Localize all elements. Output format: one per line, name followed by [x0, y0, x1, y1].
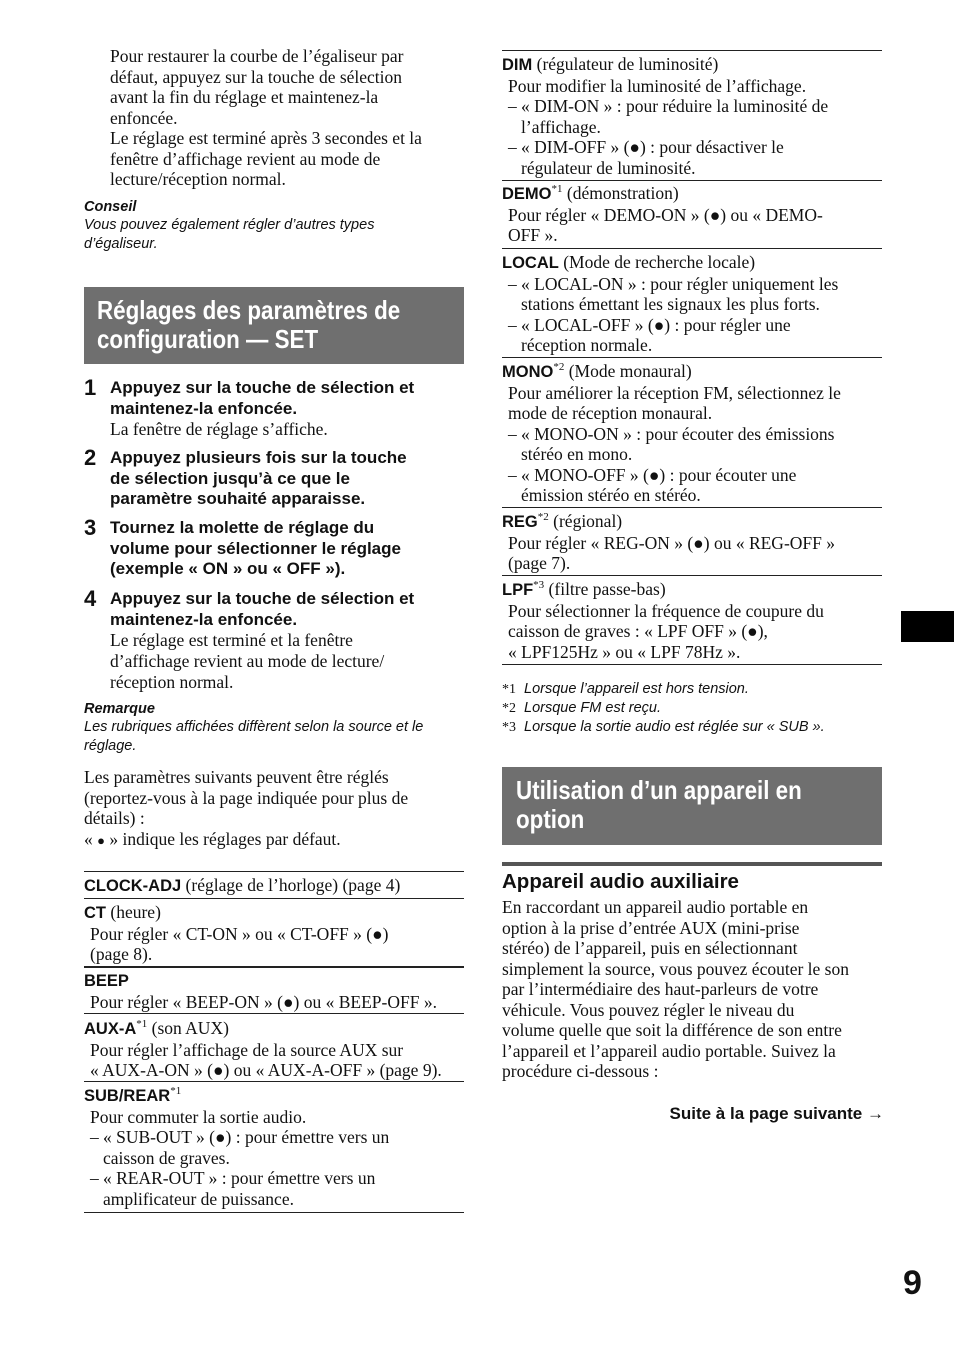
continue-label: Suite à la page suivante — [669, 1104, 863, 1123]
step-number: 4 — [84, 586, 97, 611]
step-line: paramètre souhaité apparaisse. — [110, 489, 366, 508]
entry-line: mode de réception monaural. — [508, 403, 713, 423]
entry-note: (son AUX) — [147, 1018, 229, 1038]
entry-line: Pour commuter la sortie audio. — [90, 1106, 307, 1127]
section-banner-set — [84, 287, 464, 364]
entry-key: CLOCK-ADJ — [84, 877, 182, 895]
text-line: Les paramètres suivants peuvent être réglés — [84, 767, 389, 787]
remark-block — [84, 700, 469, 755]
page-number: 9 — [903, 1264, 922, 1302]
step-line: de sélection jusqu’à ce que le — [110, 468, 350, 488]
divider — [502, 180, 882, 181]
divider — [502, 664, 882, 665]
divider — [84, 1013, 464, 1014]
params-paragraph — [84, 767, 469, 851]
step-4 — [84, 586, 464, 693]
step-line: maintenez-la enfoncée. — [110, 609, 298, 629]
section-banner-option — [502, 767, 882, 845]
divider — [84, 966, 464, 968]
entry-line: Pour régler « BEEP-ON » (●) ou « BEEP-OFF ». — [90, 991, 437, 1012]
step-line: maintenez-la enfoncée. — [110, 398, 298, 418]
text-line: (reportez-vous à la page indiquée pour plus de — [84, 787, 409, 808]
entry-aux-a — [84, 1018, 469, 1081]
entry-note: (heure) — [106, 902, 161, 922]
entry-key: AUX-A — [84, 1020, 137, 1038]
entry-dim — [502, 54, 887, 178]
entry-ct — [84, 902, 469, 965]
entry-lpf — [502, 579, 887, 662]
remark-line: réglage. — [84, 737, 137, 754]
entry-note: (démonstration) — [562, 183, 679, 203]
step-line: (exemple « ON » ou « OFF »). — [110, 559, 346, 578]
footnote: *2 Lorsque FM est reçu. — [502, 700, 661, 716]
entry-key: BEEP — [84, 972, 129, 990]
footnote-ref: *2 — [537, 511, 549, 524]
text-line: Le réglage est terminé après 3 secondes et la — [110, 128, 422, 148]
entry-key: LOCAL — [502, 254, 559, 272]
divider — [502, 248, 882, 249]
text-line: par l’intermédiaire des haut-parleurs de votre — [502, 979, 819, 999]
step-line: volume pour sélectionner le réglage — [110, 538, 401, 558]
entry-line: caisson de graves : « LPF OFF » (●), — [508, 621, 768, 641]
entry-mono — [502, 361, 887, 506]
text-line: Pour restaurer la courbe de l’égaliseur par — [110, 46, 404, 66]
divider — [502, 50, 882, 51]
subheading-aux: Appareil audio auxiliaire — [502, 870, 739, 893]
banner-line: Utilisation d’un appareil en — [516, 775, 802, 805]
text-line: fenêtre d’affichage revient au mode de — [110, 148, 381, 169]
tip-line: d’égaliseur. — [84, 235, 158, 252]
entry-key: LPF — [502, 581, 534, 599]
entry-line: Pour régler « REG-ON » (●) ou « REG-OFF » — [508, 532, 835, 553]
section-tab-marker — [901, 611, 954, 642]
entry-note: (réglage de l’horloge) (page 4) — [181, 875, 401, 895]
step-number: 3 — [84, 515, 97, 540]
step-detail: La fenêtre de réglage s’affiche. — [110, 419, 328, 439]
step-line: Tournez la molette de réglage du — [110, 518, 375, 537]
intro-paragraph — [110, 46, 470, 190]
entry-key: SUB/REAR — [84, 1087, 171, 1105]
dash-item: – « SUB-OUT » (●) : pour émettre vers un caisson de graves. — [90, 1127, 390, 1168]
entry-clock-adj — [84, 875, 469, 897]
dash-item: – « LOCAL-ON » : pour régler uniquement les stations émettant les signaux les plus forts. — [508, 273, 839, 314]
entry-line: « LPF125Hz » ou « LPF 78Hz ». — [508, 641, 741, 662]
text-line: avant la fin du réglage et maintenez-la — [110, 87, 379, 107]
entry-note: (Mode de recherche locale) — [558, 252, 756, 272]
footnote-ref: *1 — [136, 1018, 148, 1031]
tip-line: Vous pouvez également régler d’autres types — [84, 217, 375, 233]
entry-key: MONO — [502, 363, 554, 381]
text-line: volume quelle que soit la différence de son entre — [502, 1020, 842, 1040]
text-line: l’appareil et l’appareil audio portable. Suivez la — [502, 1040, 836, 1061]
entry-line: Pour régler « DEMO-ON » (●) ou « DEMO- — [508, 204, 823, 225]
banner-line: configuration — SET — [97, 324, 319, 354]
footnote-ref: *1 — [170, 1085, 182, 1098]
dash-item: – « MONO-OFF » (●) : pour écouter une émission stéréo en stéréo. — [508, 464, 797, 505]
step-number: 1 — [84, 375, 97, 400]
footnote: *1 Lorsque l’appareil est hors tension. — [502, 681, 749, 697]
divider — [84, 1081, 464, 1082]
footnote-ref: *3 — [533, 579, 545, 592]
arrow-right-icon: → — [867, 1104, 884, 1123]
dash-item: – « DIM-ON » : pour réduire la luminosité de l’affichage. — [508, 96, 829, 137]
entry-line: Pour régler « CT-ON » ou « CT-OFF » (●) — [90, 923, 389, 944]
continue-link[interactable] — [636, 1104, 884, 1124]
entry-local — [502, 252, 887, 356]
dash-item: – « LOCAL-OFF » (●) : pour régler une réception normale. — [508, 314, 791, 355]
divider — [84, 898, 464, 899]
step-detail: Le réglage est terminé et la fenêtre — [110, 630, 353, 650]
banner-line: Réglages des paramètres de — [97, 295, 401, 325]
entry-line: Pour améliorer la réception FM, sélectionnez le — [508, 382, 841, 403]
divider — [502, 575, 882, 576]
step-line: Appuyez plusieurs fois sur la touche — [110, 448, 407, 467]
entry-line: OFF ». — [508, 225, 558, 245]
text-line: simplement la source, vous pouvez écouter le son — [502, 958, 849, 979]
divider — [502, 862, 882, 866]
remark-heading: Remarque — [84, 701, 155, 717]
entry-key: DEMO — [502, 185, 552, 203]
step-detail: d’affichage revient au mode de lecture/ — [110, 651, 385, 671]
text-line: stéréo) de l’appareil, puis en sélectionnant — [502, 938, 798, 958]
footnotes — [502, 680, 892, 737]
step-number: 2 — [84, 445, 97, 470]
step-line: Appuyez sur la touche de sélection et — [110, 378, 415, 397]
banner-line: option — [516, 804, 585, 834]
entry-sub-rear — [84, 1085, 469, 1209]
default-legend: « ● » indique les réglages par défaut. — [84, 828, 341, 849]
entry-demo — [502, 183, 887, 246]
footnote: *3 Lorsque la sortie audio est réglée sur « SUB ». — [502, 719, 825, 735]
entry-note: (régulateur de luminosité) — [532, 54, 719, 74]
entry-note: (Mode monaural) — [564, 361, 692, 381]
aux-paragraph — [502, 897, 892, 1082]
default-bullet-icon: ● — [97, 832, 105, 848]
entry-note: (filtre passe-bas) — [544, 579, 666, 599]
entry-line: (page 8). — [90, 944, 153, 964]
text-line: véhicule. Vous pouvez régler le niveau du — [502, 999, 795, 1020]
entry-line: (page 7). — [508, 553, 571, 573]
entry-line: « AUX-A-ON » (●) ou « AUX-A-OFF » (page 9). — [90, 1060, 442, 1080]
step-line: Appuyez sur la touche de sélection et — [110, 589, 415, 608]
step-3 — [84, 515, 464, 580]
text-line: procédure ci-dessous : — [502, 1061, 659, 1081]
text-line: En raccordant un appareil audio portable en — [502, 897, 809, 917]
step-1 — [84, 375, 464, 440]
entry-line: Pour sélectionner la fréquence de coupure du — [508, 600, 824, 621]
text-line: lecture/réception normal. — [110, 169, 286, 189]
entry-key: DIM — [502, 56, 533, 74]
step-detail: réception normal. — [110, 672, 234, 692]
entry-key: REG — [502, 513, 538, 531]
text-line: détails) : — [84, 808, 145, 828]
text-line: option à la prise d’entrée AUX (mini-prise — [502, 917, 800, 938]
entry-reg — [502, 511, 887, 574]
footnote-ref: *1 — [551, 183, 563, 196]
footnote-ref: *2 — [553, 361, 565, 374]
divider — [84, 1212, 464, 1213]
entry-line: Pour régler l’affichage de la source AUX sur — [90, 1039, 404, 1060]
tip-heading: Conseil — [84, 199, 137, 215]
divider — [502, 507, 882, 508]
entry-key: CT — [84, 904, 106, 922]
tip-block — [84, 198, 464, 253]
step-2 — [84, 445, 464, 510]
text-line: enfoncée. — [110, 107, 178, 128]
entry-beep — [84, 970, 469, 1012]
divider — [502, 357, 882, 358]
text-line: défaut, appuyez sur la touche de sélection — [110, 66, 403, 87]
entry-note: (régional) — [548, 511, 623, 531]
divider — [84, 871, 464, 872]
entry-line: Pour modifier la luminosité de l’affichage. — [508, 75, 807, 96]
dash-item: – « REAR-OUT » : pour émettre vers un amplificateur de puissance. — [90, 1168, 376, 1209]
dash-item: – « MONO-ON » : pour écouter des émissions stéréo en mono. — [508, 423, 835, 464]
remark-line: Les rubriques affichées diffèrent selon la source et le — [84, 719, 424, 735]
dash-item: – « DIM-OFF » (●) : pour désactiver le régulateur de luminosité. — [508, 137, 784, 178]
